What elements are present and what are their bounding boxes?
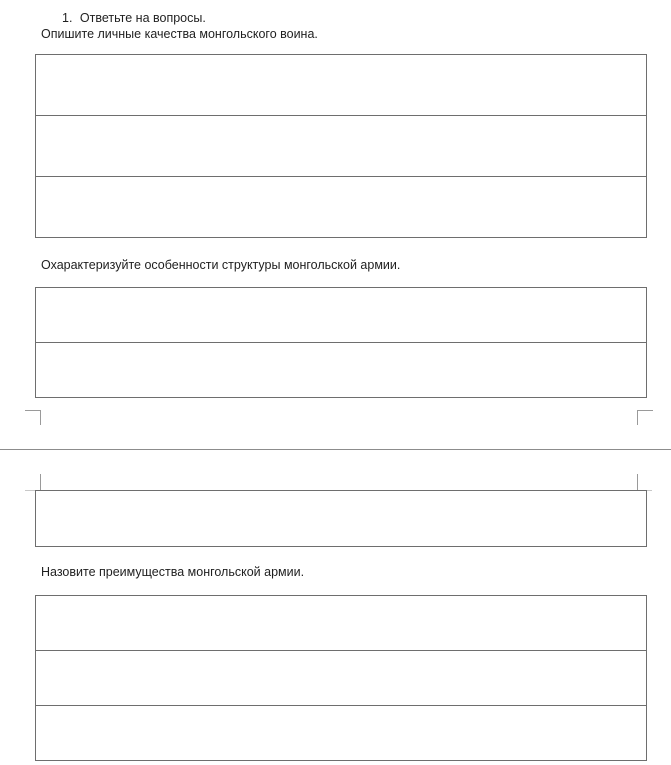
answer-cell[interactable] (36, 706, 647, 761)
answer-table-1 (35, 54, 647, 238)
answer-cell[interactable] (36, 177, 647, 238)
crop-mark-bottom-right (637, 410, 653, 425)
answer-cell[interactable] (36, 596, 647, 651)
question-1-text: Опишите личные качества монгольского воина. (41, 27, 318, 41)
answer-table-3 (35, 595, 647, 761)
answer-cell[interactable] (36, 343, 647, 398)
question-2-text: Охарактеризуйте особенности структуры монгольской армии. (41, 258, 401, 272)
answer-cell[interactable] (36, 288, 647, 343)
crop-mark-bottom-left (25, 410, 41, 425)
crop-mark-top-right (637, 474, 638, 490)
task-title: Ответьте на вопросы. (79, 11, 206, 25)
answer-table-2-continued (35, 490, 647, 547)
answer-cell[interactable] (36, 116, 647, 177)
answer-cell[interactable] (36, 651, 647, 706)
task-number: 1. (62, 11, 73, 25)
task-heading (62, 11, 206, 26)
answer-cell[interactable] (36, 55, 647, 116)
answer-table-2 (35, 287, 647, 398)
page-break-line (0, 449, 671, 450)
crop-mark-top-left (40, 474, 41, 490)
question-3-text: Назовите преимущества монгольской армии. (41, 565, 305, 579)
answer-cell[interactable] (36, 491, 647, 547)
